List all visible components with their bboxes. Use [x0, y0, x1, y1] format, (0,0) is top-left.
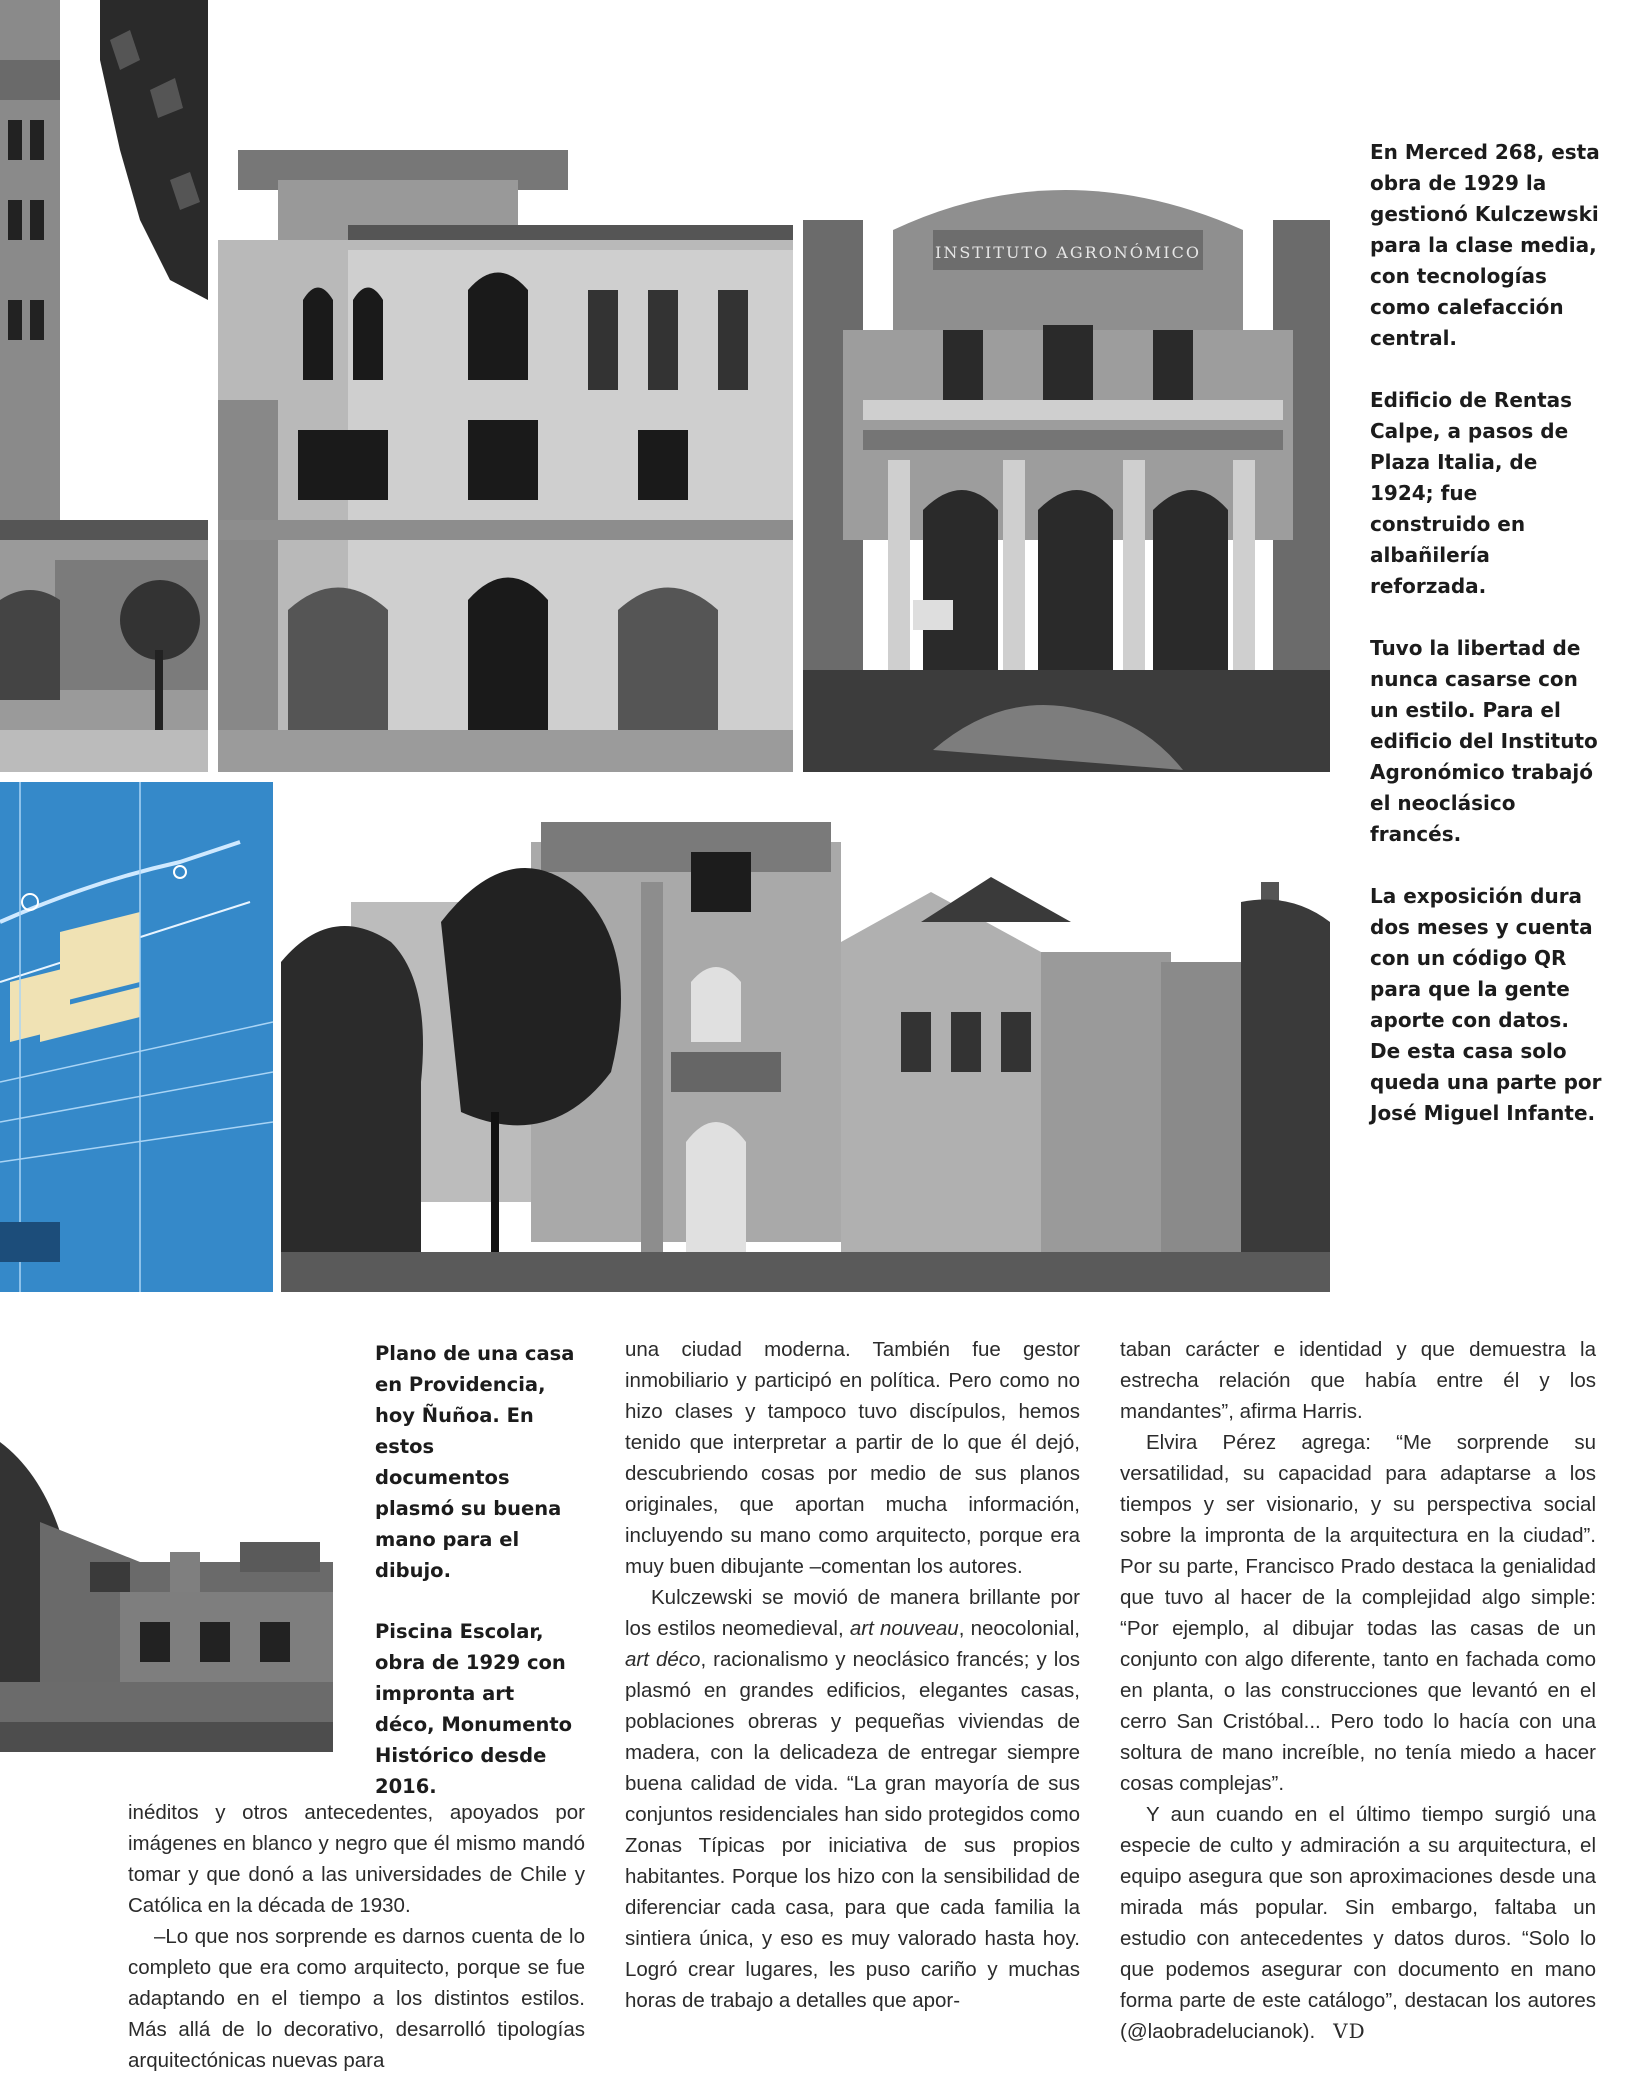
col2-paragraph-2: Kulczewski se movió de manera brillante por los estilos neomedieval, art nouveau, neocolonial, art déco, racionalismo y neoclásico francés; y los plasmó en grandes edificios, elegantes casas, poblaciones obreras y pequeñas viviendas de madera, con la delicadeza de entregar siempre buena calidad de vida. “La gran mayoría de sus conjuntos residenciales han sido protegidos como Zonas Típicas por iniciativa de sus propios habitantes. Porque los hizo con la sensibilidad de diferenciar cada casa, para que cada familia la sintiera única, y eso es muy valorado hasta hoy. Logró crear lugares, les puso cariño y muchas horas de trabajo a detalles que apor- — [625, 1586, 1081, 2012]
caption-piscina: Piscina Escolar, obra de 1929 con impronta art déco, Monumento Histórico desde 2016. — [375, 1620, 573, 1798]
body-column-3 — [1120, 1334, 1596, 2047]
body-column-1 — [128, 1797, 585, 2076]
col2-paragraph-1: una ciudad moderna. También fue gestor inmobiliario y participó en política. Pero como no hizo clases y tampoco tuvo discípulos, hemos tenido que interpretar a partir de lo que él dejó, descubriendo cosas por medio de sus planos originales, que aportan mucha información, incluyendo su mano como arquitecto, porque era muy buen dibujante –comentan los autores. — [625, 1338, 1080, 1578]
photo-instituto-agronomico — [803, 130, 1330, 772]
building-sign: INSTITUTO AGRONÓMICO — [935, 243, 1201, 262]
col3-paragraph-3: Y aun cuando en el último tiempo surgió una especie de culto y admiración a su arquitectura, el equipo asegura que son aproximaciones desde una mirada más popular. Sin embargo, faltaba un estudio con antecedentes y datos duros. “Solo lo que podemos asegurar con documento en mano forma parte de este catálogo”, destacan los autores (@laobradelucianok). VD — [1120, 1803, 1596, 2043]
col3-paragraph-1: taban carácter e identidad y que demuestra la estrecha relación que había entre él y los mandantes”, afirma Harris. — [1120, 1338, 1596, 1423]
photo-casa-jose-miguel-infante — [281, 782, 1330, 1292]
captions-bottom — [375, 1338, 575, 1832]
caption-instituto-agronomico: Tuvo la libertad de nunca casarse con un estilo. Para el edificio del Instituto Agronómico trabajó el neoclásico francés. — [1370, 636, 1598, 846]
caption-merced-268: En Merced 268, esta obra de 1929 la gestionó Kulczewski para la clase media, con tecnologías como calefacción central. — [1370, 140, 1600, 350]
author-signature: VD — [1333, 2019, 1366, 2043]
photo-plano-providencia — [0, 782, 273, 1292]
captions-top — [1370, 137, 1602, 1160]
caption-plano: Plano de una casa en Providencia, hoy Ñuñoa. En estos documentos plasmó su buena mano para el dibujo. — [375, 1342, 575, 1582]
photo-tower-left — [0, 0, 208, 772]
col1-paragraph-2: –Lo que nos sorprende es darnos cuenta de lo completo que era como arquitecto, porque se fue adaptando en el tiempo a los distintos estilos. Más allá de lo decorativo, desarrolló tipologías arquitectónicas nuevas para — [128, 1925, 585, 2072]
photo-piscina-escolar — [0, 1422, 333, 1752]
photo-edificio-calpe — [218, 130, 793, 772]
caption-edificio-calpe: Edificio de Rentas Calpe, a pasos de Plaza Italia, de 1924; fue construido en albañilería reforzada. — [1370, 388, 1573, 598]
col3-paragraph-2: Elvira Pérez agrega: “Me sorprende su versatilidad, su capacidad para adaptarse a los tiempos y ser visionario, y su perspectiva social sobre la impronta de la arquitectura en la ciudad”. Por su parte, Francisco Prado destaca la genialidad que tuvo al hacer de la complejidad algo simple: “Por ejemplo, al dibujar todas las casas de un conjunto con algo diferente, tanto en fachada como en planta, o las construcciones que levantó en el cerro San Cristóbal... Pero todo lo hacía con una soltura de mano increíble, no tenía miedo a hacer cosas complejas”. — [1120, 1431, 1596, 1795]
body-column-2 — [625, 1334, 1080, 2016]
col1-paragraph-1: inéditos y otros antecedentes, apoyados por imágenes en blanco y negro que él mismo mandó tomar y que donó a las universidades de Chile y Católica en la década de 1930. — [128, 1801, 585, 1917]
caption-exposicion: La exposición dura dos meses y cuenta con un código QR para que la gente aporte con datos. De esta casa solo queda una parte por José Miguel Infante. — [1370, 884, 1602, 1125]
